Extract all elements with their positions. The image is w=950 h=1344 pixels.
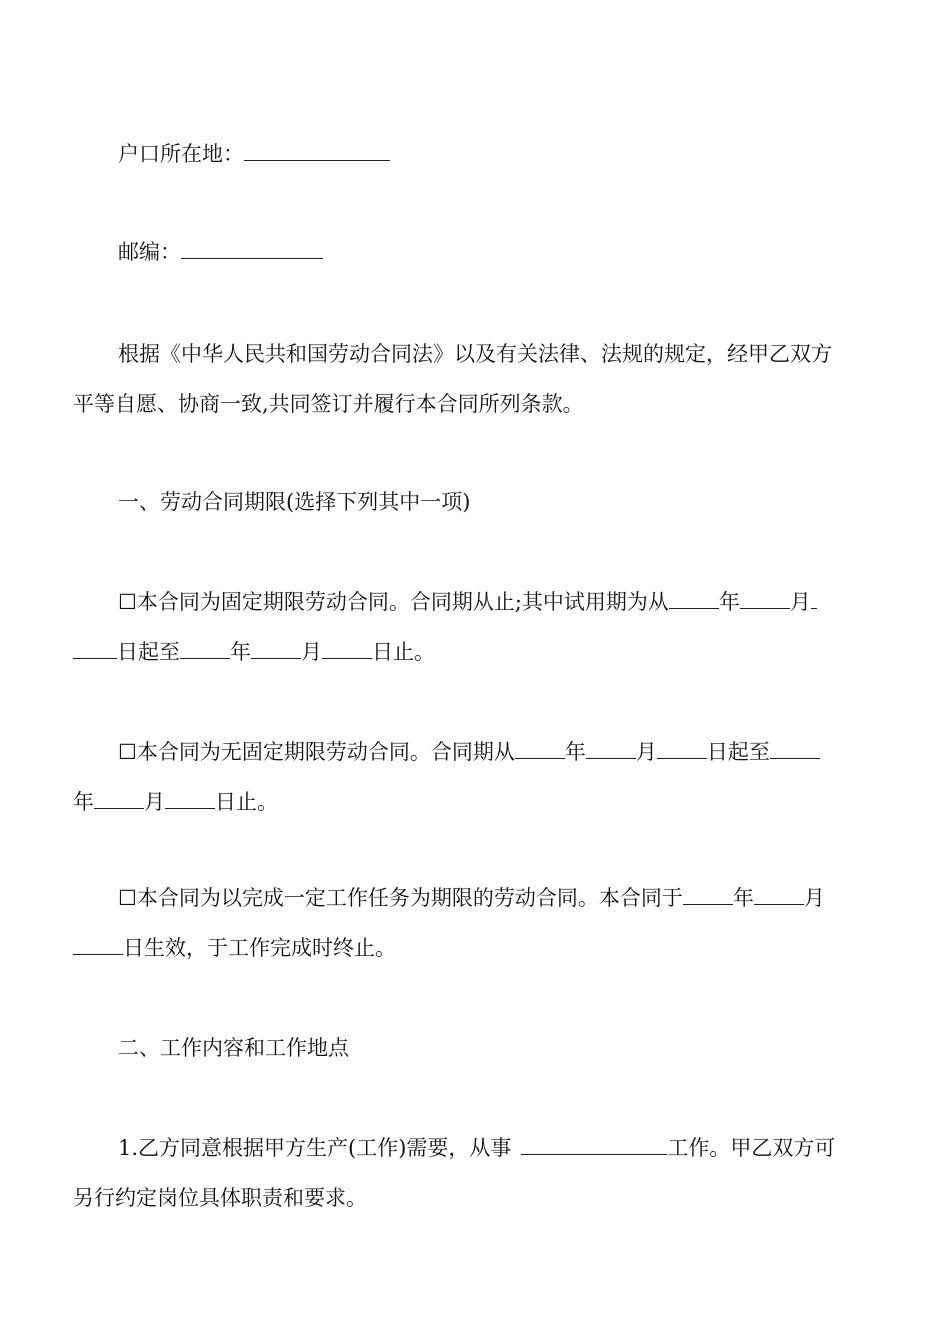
year-label: 年	[732, 886, 754, 910]
probation-end-year-blank[interactable]	[180, 638, 230, 659]
option-task-line-1	[73, 884, 924, 912]
option-open-line-2	[73, 788, 879, 816]
month-label: 月	[803, 886, 825, 910]
option-task-line-2	[73, 934, 879, 962]
open-start-day-blank[interactable]	[657, 738, 707, 759]
open-end-year-blank[interactable]	[770, 738, 820, 759]
option-task-checkbox[interactable]: ☐	[118, 886, 137, 910]
task-start-year-blank[interactable]	[683, 884, 733, 905]
open-start-year-blank[interactable]	[515, 738, 565, 759]
probation-start-month-blank[interactable]	[740, 588, 790, 609]
option-open-checkbox[interactable]: ☐	[118, 740, 137, 764]
year-label: 年	[718, 590, 740, 614]
year-label: 年	[564, 740, 586, 764]
probation-start-day-blank-head[interactable]	[811, 588, 817, 609]
day-from-label: 日起至	[117, 640, 180, 664]
open-end-month-blank[interactable]	[94, 788, 144, 809]
year-label: 年	[230, 640, 251, 664]
option-open-text: 本合同为无固定期限劳动合同。合同期从	[136, 740, 515, 764]
residence-blank[interactable]	[244, 140, 390, 161]
month-label: 月	[301, 640, 322, 664]
probation-end-month-blank[interactable]	[251, 638, 301, 659]
task-start-month-blank[interactable]	[754, 884, 804, 905]
section2-item1-line-1	[73, 1134, 924, 1162]
postcode-blank[interactable]	[181, 238, 323, 259]
job-position-blank[interactable]	[521, 1134, 667, 1155]
probation-start-year-blank[interactable]	[669, 588, 719, 609]
intro-line-2: 平等自愿、协商一致,共同签订并履行本合同所列条款。	[73, 392, 584, 416]
open-end-day-blank[interactable]	[165, 788, 215, 809]
task-start-day-blank[interactable]	[73, 934, 123, 955]
postcode-label: 邮编：	[118, 240, 181, 264]
option-fixed-line-1	[73, 588, 924, 616]
option-open-line-1	[73, 738, 924, 766]
option-fixed-checkbox[interactable]: ☐	[118, 590, 137, 614]
month-label: 月	[789, 590, 811, 614]
option-task-text: 本合同为以完成一定工作任务为期限的劳动合同。本合同于	[136, 886, 683, 910]
option-task-text-b: 日生效，于工作完成时终止。	[123, 936, 396, 960]
residence-label: 户口所在地：	[118, 142, 244, 166]
probation-end-day-blank[interactable]	[322, 638, 372, 659]
option-fixed-text: 本合同为固定期限劳动合同。合同期从止;其中试用期为从	[136, 590, 669, 614]
postcode-line	[73, 238, 924, 266]
open-start-month-blank[interactable]	[586, 738, 636, 759]
month-label: 月	[635, 740, 657, 764]
year-label: 年	[73, 790, 94, 814]
section1-heading: 一、劳动合同期限(选择下列其中一项)	[118, 490, 471, 514]
day-end-label: 日止。	[372, 640, 435, 664]
month-label: 月	[144, 790, 165, 814]
intro-line-1: 根据《中华人民共和国劳动合同法》以及有关法律、法规的规定，经甲乙双方	[118, 342, 832, 366]
section2-heading: 二、工作内容和工作地点	[118, 1036, 349, 1060]
day-from-label: 日起至	[706, 740, 770, 764]
item1-text-a: 1.乙方同意根据甲方生产(工作)需要，从事	[118, 1136, 512, 1160]
option-fixed-line-2	[73, 638, 879, 666]
item1-text-b: 工作。甲乙双方可	[667, 1136, 836, 1160]
day-end-label: 日止。	[215, 790, 278, 814]
residence-line	[73, 140, 924, 168]
section2-item1-line-2: 另行约定岗位具体职责和要求。	[73, 1186, 367, 1210]
probation-start-day-blank[interactable]	[73, 638, 117, 659]
